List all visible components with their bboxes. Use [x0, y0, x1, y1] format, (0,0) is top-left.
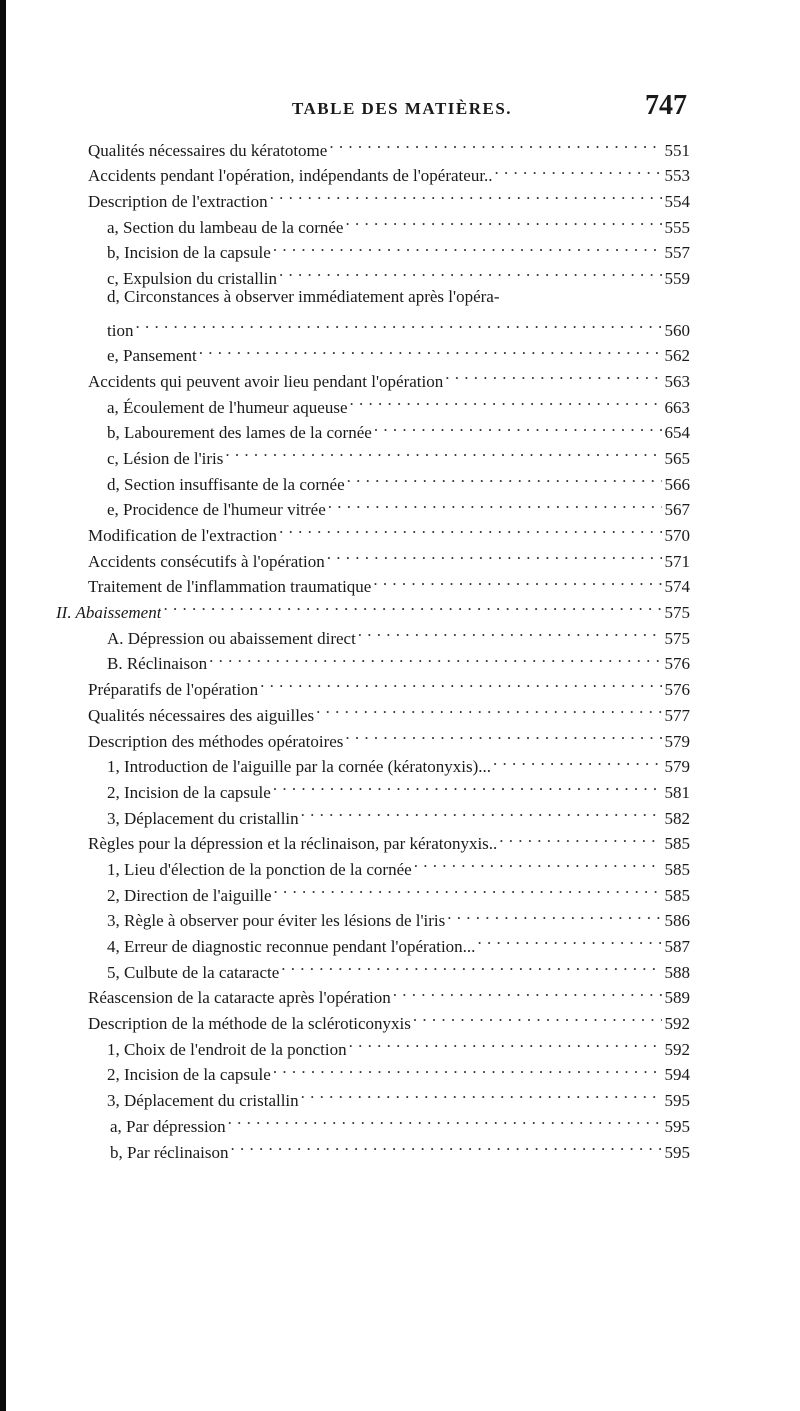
toc-entry-page: 586: [664, 911, 690, 931]
dot-leader: [281, 952, 662, 978]
toc-entry-page: 579: [664, 757, 690, 777]
toc-entry-title: b, Par réclinaison: [110, 1142, 229, 1162]
dot-leader: [414, 849, 662, 875]
toc-entry-title: e, Pansement: [107, 346, 197, 366]
toc-entry-title: Description des méthodes opératoires: [88, 731, 344, 751]
dot-leader: [279, 515, 662, 541]
toc-entry-title: 3, Déplacement du cristallin: [107, 808, 299, 828]
toc-entry-title: a, Écoulement de l'humeur aqueuse: [107, 397, 348, 417]
toc-entry-page: 560: [664, 320, 690, 340]
page-edge-shadow: [0, 0, 6, 1411]
dot-leader: [345, 207, 662, 233]
dot-leader: [228, 1106, 662, 1132]
toc-entry-title: Description de l'extraction: [88, 192, 268, 212]
toc-entry: [88, 336, 690, 366]
table-of-contents: [56, 130, 690, 1162]
dot-leader: [499, 824, 662, 850]
toc-entry-page: 551: [664, 140, 690, 160]
toc-entry-page: 594: [664, 1065, 690, 1085]
dot-leader: [350, 387, 663, 413]
toc-entry: [88, 284, 690, 310]
toc-entry-page: 585: [664, 885, 690, 905]
page-number: 747: [645, 90, 687, 121]
toc-entry-title: d, Section insuffisante de la cornée: [107, 474, 345, 494]
toc-entry-page: 553: [664, 166, 690, 186]
toc-entry-title: Traitement de l'inflammation traumatique: [88, 577, 372, 597]
toc-entry-title: 2, Incision de la capsule: [107, 1065, 271, 1085]
toc-entry-title: Préparatifs de l'opération: [88, 680, 259, 700]
dot-leader: [349, 1029, 662, 1055]
dot-leader: [260, 669, 662, 695]
toc-entry-title: 1, Choix de l'endroit de la ponction: [107, 1039, 347, 1059]
toc-entry-page: 577: [664, 705, 690, 725]
toc-entry-title: a, Par dépression: [110, 1116, 226, 1136]
dot-leader: [209, 644, 662, 670]
toc-entry-title: Description de la méthode de la scléroticonyxis: [88, 1014, 411, 1034]
toc-entry-page: 595: [664, 1091, 690, 1111]
dot-leader: [199, 336, 662, 362]
toc-entry-title: a, Section du lambeau de la cornée: [107, 217, 344, 237]
toc-entry-page: 585: [664, 834, 690, 854]
toc-entry-page: 654: [664, 423, 690, 443]
toc-entry-title: Accidents pendant l'opération, indépendants de l'opérateur..: [88, 166, 493, 186]
dot-leader: [495, 156, 662, 182]
toc-entry-title: 4, Erreur de diagnostic reconnue pendant l'opération...: [107, 937, 476, 956]
toc-entry-page: 562: [664, 346, 690, 366]
toc-entry-page: 567: [664, 500, 690, 520]
toc-entry-page: 592: [664, 1039, 690, 1059]
dot-leader: [413, 1003, 662, 1029]
toc-entry: [88, 310, 690, 340]
toc-entry-title: e, Procidence de l'humeur vitrée: [107, 500, 326, 520]
dot-leader: [374, 413, 662, 439]
dot-leader: [327, 541, 662, 567]
toc-entry-title: Modification de l'extraction: [88, 526, 278, 545]
toc-entry-title: Accidents consécutifs à l'opération: [88, 551, 325, 571]
dot-leader: [447, 901, 662, 927]
dot-leader: [279, 258, 662, 284]
toc-entry-title: b, Incision de la capsule: [107, 243, 271, 263]
toc-entry-page: 563: [664, 371, 690, 391]
dot-leader: [225, 438, 662, 464]
dot-leader: [329, 130, 662, 156]
dot-leader: [163, 592, 662, 618]
toc-entry-page: 576: [664, 654, 690, 674]
toc-entry-title: Accidents qui peuvent avoir lieu pendant l'opération: [88, 371, 444, 391]
dot-leader: [301, 1080, 662, 1106]
dot-leader: [347, 464, 662, 490]
toc-entry-title: d, Circonstances à observer immédiatement après l'opéra-: [107, 287, 500, 307]
toc-entry-page: 575: [664, 603, 690, 623]
dot-leader: [273, 233, 662, 259]
toc-entry-title: c, Expulsion du cristallin: [107, 269, 277, 289]
toc-entry-title: 5, Culbute de la cataracte: [107, 962, 280, 982]
toc-entry-page: 581: [664, 782, 690, 802]
toc-entry-title: 1, Introduction de l'aiguille par la cornée (kératonyxis)...: [107, 757, 492, 777]
dot-leader: [358, 618, 662, 644]
dot-leader: [270, 181, 662, 207]
toc-entry-title: B. Réclinaison: [107, 654, 208, 674]
toc-entry-page: 575: [664, 628, 690, 648]
dot-leader: [328, 490, 662, 516]
dot-leader: [274, 875, 662, 901]
toc-entry: [88, 618, 690, 648]
toc-entry-page: 595: [664, 1116, 690, 1136]
toc-entry-page: 579: [664, 731, 690, 751]
dot-leader: [316, 695, 662, 721]
toc-entry-title: A. Dépression ou abaissement direct: [107, 628, 356, 648]
dot-leader: [373, 567, 662, 593]
dot-leader: [231, 1132, 663, 1158]
dot-leader: [301, 798, 662, 824]
toc-entry-title: Qualités nécessaires des aiguilles: [88, 705, 315, 725]
toc-entry-page: 576: [664, 680, 690, 700]
toc-entry-page: 595: [664, 1142, 690, 1162]
toc-entry-page: 585: [664, 859, 690, 879]
toc-entry-title: 3, Règle à observer pour éviter les lésions de l'iris: [107, 911, 446, 931]
dot-leader: [493, 747, 662, 773]
toc-entry-title: Règles pour la dépression et la réclinaison, par kératonyxis..: [88, 834, 498, 854]
toc-entry-title: Réascension de la cataracte après l'opération: [88, 988, 391, 1008]
toc-entry: [88, 130, 690, 160]
toc-entry-title: 2, Direction de l'aiguille: [107, 885, 272, 905]
dot-leader: [135, 310, 662, 336]
dot-leader: [393, 978, 662, 1004]
toc-entry-page: 559: [664, 269, 690, 289]
toc-entry-title: tion: [107, 320, 134, 340]
toc-entry-page: 587: [664, 937, 690, 956]
toc-entry-title: b, Labourement des lames de la cornée: [107, 423, 372, 443]
dot-leader: [477, 926, 662, 952]
toc-entry-title: c, Lésion de l'iris: [107, 448, 224, 468]
toc-entry-title: 2, Incision de la capsule: [107, 782, 271, 802]
dot-leader: [345, 721, 662, 747]
running-title: TABLE DES MATIÈRES.: [291, 99, 513, 118]
toc-entry-page: 589: [664, 988, 690, 1008]
dot-leader: [273, 1055, 662, 1081]
toc-entry-title: II. Abaissement: [56, 603, 162, 623]
toc-entry-title: Qualités nécessaires du kératotome: [88, 140, 328, 160]
toc-entry-title: 1, Lieu d'élection de la ponction de la cornée: [107, 859, 412, 879]
dot-leader: [273, 772, 662, 798]
dot-leader: [445, 361, 662, 387]
toc-entry-page: 557: [664, 243, 690, 263]
toc-entry-page: 592: [664, 1014, 690, 1034]
toc-entry-page: 582: [664, 808, 690, 828]
toc-entry-page: 555: [664, 217, 690, 237]
toc-entry-page: 565: [664, 448, 690, 468]
toc-entry-page: 574: [664, 577, 690, 597]
toc-entry-page: 663: [664, 397, 690, 417]
toc-entry-page: 588: [664, 962, 690, 982]
toc-entry-page: 571: [664, 551, 690, 571]
toc-entry-title: 3, Déplacement du cristallin: [107, 1091, 299, 1111]
toc-entry-page: 566: [664, 474, 690, 494]
toc-entry-page: 554: [664, 192, 690, 212]
toc-entry-page: 570: [664, 526, 690, 545]
